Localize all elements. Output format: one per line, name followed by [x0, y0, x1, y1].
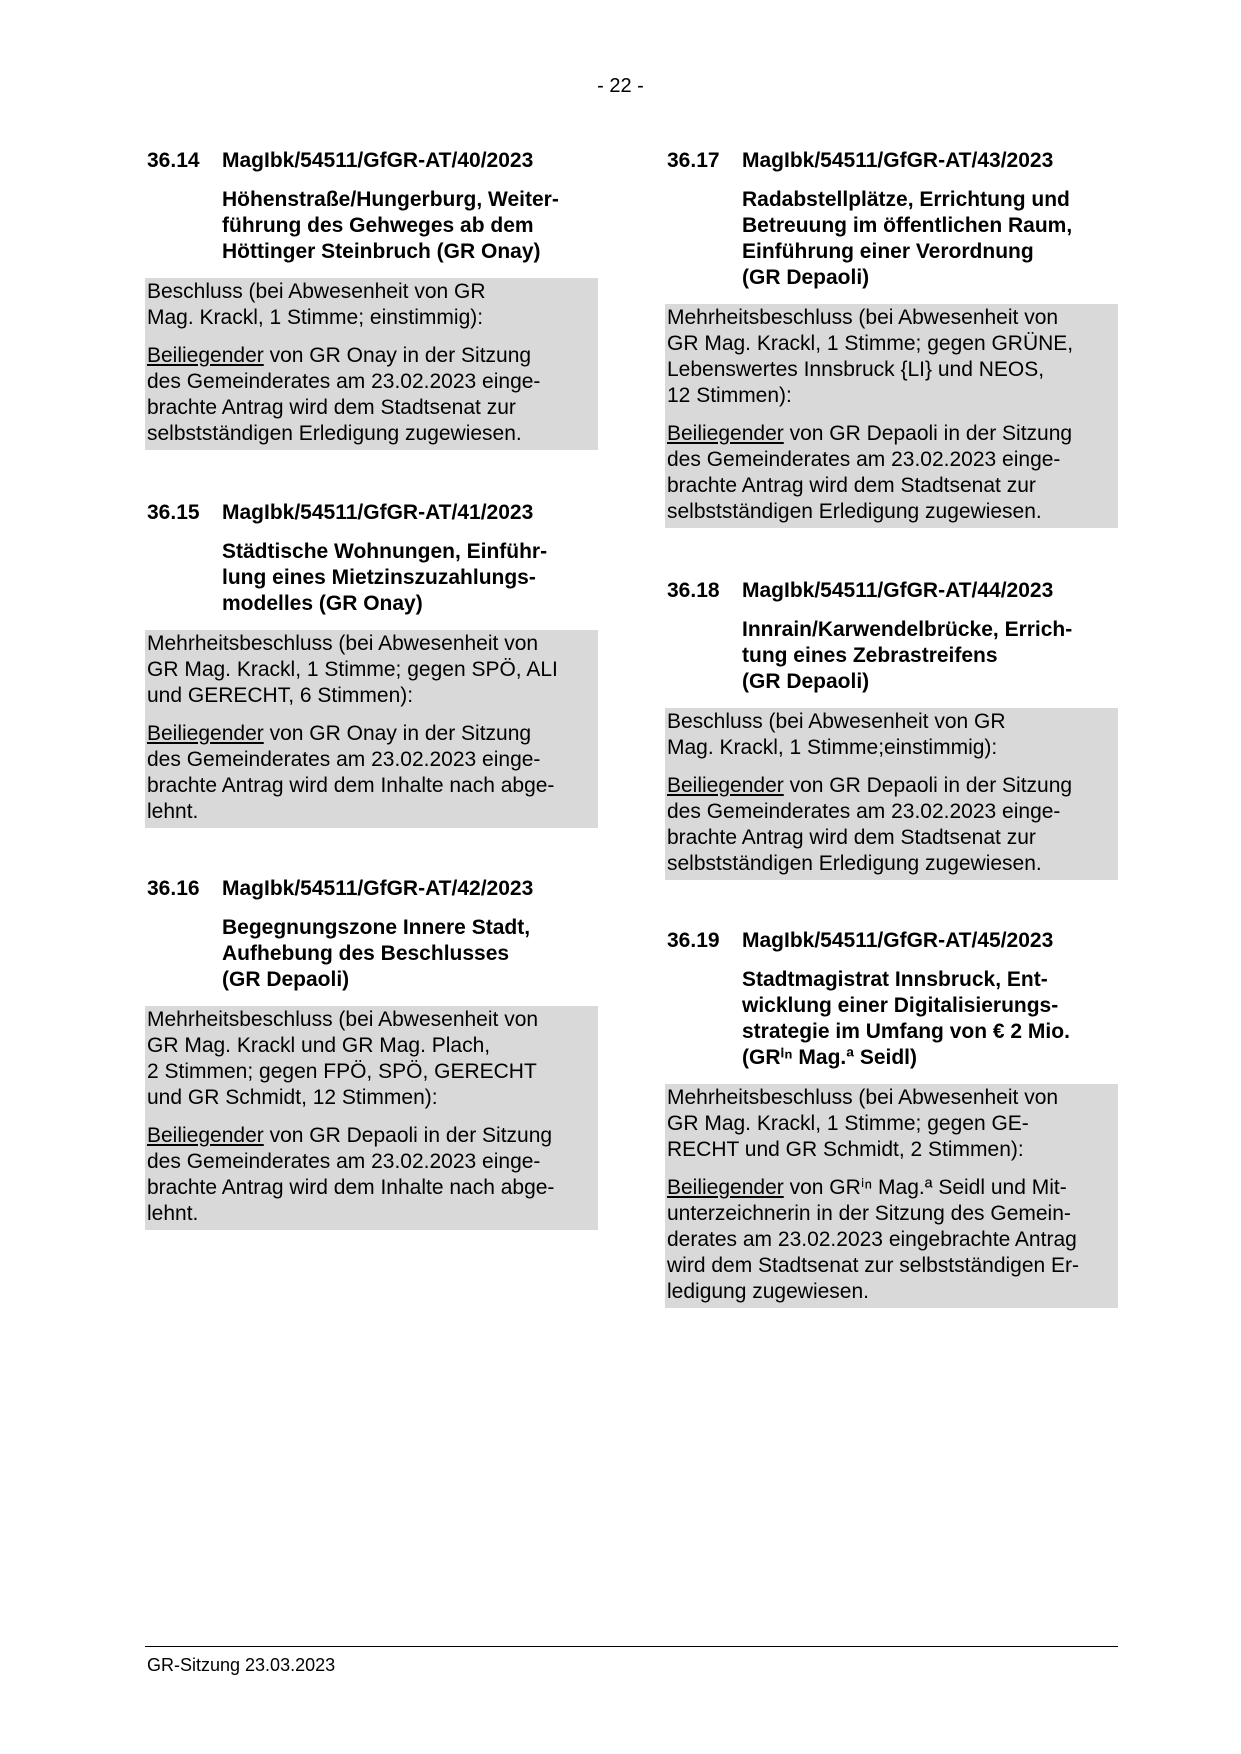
resolution-line: brachte Antrag wird dem Inhalte nach abge-: [147, 774, 555, 797]
title-line: wicklung einer Digitalisierungs-: [742, 994, 1059, 1017]
item-number: 36.18: [667, 579, 720, 602]
resolution-text: [147, 1123, 595, 1227]
title-line: Höhenstraße/Hungerburg, Weiter-: [222, 188, 559, 211]
decision-box: [145, 278, 598, 450]
resolution-text: [147, 721, 595, 825]
title-line: lung eines Mietzinszuzahlungs-: [222, 566, 536, 589]
item-reference: MagIbk/54511/GfGR-AT/45/2023: [742, 929, 1054, 952]
title-line: (GRⁱⁿ Mag.ª Seidl): [742, 1046, 918, 1069]
item-reference: MagIbk/54511/GfGR-AT/40/2023: [222, 149, 534, 172]
item-heading: [147, 876, 598, 902]
footer-divider: [145, 1646, 1118, 1647]
item-title: [742, 187, 1112, 291]
resolution-line: wird dem Stadtsenat zur selbstständigen Er-: [667, 1254, 1080, 1277]
title-line: (GR Depaoli): [222, 968, 350, 991]
agenda-item-36-19: [665, 928, 1118, 1308]
resolution-line: lehnt.: [147, 800, 199, 823]
footer-text: GR-Sitzung 23.03.2023: [147, 1655, 336, 1675]
item-number: 36.15: [147, 501, 200, 524]
title-line: (GR Depaoli): [742, 266, 870, 289]
item-heading: [147, 500, 598, 526]
title-line: Radabstellplätze, Errichtung und: [742, 188, 1070, 211]
resolution-lead-word: Beiliegender: [147, 344, 264, 367]
resolution-line: brachte Antrag wird dem Inhalte nach abge-: [147, 1176, 555, 1199]
agenda-item-36-17: [665, 148, 1118, 528]
resolution-line: [147, 1123, 595, 1149]
vote-line: 2 Stimmen; gegen FPÖ, SPÖ, GERECHT: [147, 1060, 537, 1083]
resolution-line: selbstständigen Erledigung zugewiesen.: [667, 500, 1042, 523]
vote-line: GR Mag. Krackl, 1 Stimme; gegen SPÖ, ALI: [147, 658, 558, 681]
vote-line: GR Mag. Krackl, 1 Stimme; gegen GE-: [667, 1112, 1029, 1135]
resolution-lead-word: Beiliegender: [147, 722, 264, 745]
item-reference: MagIbk/54511/GfGR-AT/42/2023: [222, 877, 534, 900]
vote-line: Mag. Krackl, 1 Stimme; einstimmig):: [147, 306, 484, 329]
vote-line: RECHT und GR Schmidt, 2 Stimmen):: [667, 1138, 1024, 1161]
resolution-line-rest: von GRⁱⁿ Mag.ª Seidl und Mit-: [783, 1176, 1067, 1199]
resolution-text: [667, 421, 1115, 525]
title-line: modelles (GR Onay): [222, 592, 423, 615]
agenda-item-36-18: [665, 578, 1118, 880]
resolution-line: [667, 773, 1115, 799]
vote-line: Mag. Krackl, 1 Stimme;einstimmig):: [667, 736, 998, 759]
vote-text: [147, 279, 595, 331]
vote-text: [667, 1085, 1115, 1163]
vote-text: [667, 709, 1115, 761]
resolution-line: des Gemeinderates am 23.02.2023 einge-: [147, 1150, 541, 1173]
resolution-line: selbstständigen Erledigung zugewiesen.: [147, 422, 522, 445]
page-number: - 22 -: [597, 75, 644, 97]
item-title: [222, 915, 592, 993]
resolution-lead-word: Beiliegender: [147, 1124, 264, 1147]
resolution-line: [147, 343, 595, 369]
resolution-text: [667, 773, 1115, 877]
title-line: Aufhebung des Beschlusses: [222, 942, 510, 965]
vote-line: GR Mag. Krackl und GR Mag. Plach,: [147, 1034, 491, 1057]
item-reference: MagIbk/54511/GfGR-AT/43/2023: [742, 149, 1054, 172]
item-title: [222, 539, 592, 617]
resolution-line: unterzeichnerin in der Sitzung des Gemein-: [667, 1202, 1071, 1225]
vote-text: [667, 305, 1115, 409]
resolution-lead-word: Beiliegender: [667, 774, 784, 797]
title-line: führung des Gehweges ab dem: [222, 214, 534, 237]
vote-line: Beschluss (bei Abwesenheit von GR: [147, 280, 486, 303]
resolution-line: des Gemeinderates am 23.02.2023 einge-: [667, 448, 1061, 471]
resolution-lead-word: Beiliegender: [667, 422, 784, 445]
agenda-item-36-14: [145, 148, 598, 450]
resolution-line: brachte Antrag wird dem Stadtsenat zur: [667, 474, 1036, 497]
resolution-line-rest: von GR Depaoli in der Sitzung: [783, 422, 1073, 445]
title-line: Städtische Wohnungen, Einführ-: [222, 540, 548, 563]
title-line: Stadtmagistrat Innsbruck, Ent-: [742, 968, 1048, 991]
resolution-line: lehnt.: [147, 1202, 199, 1225]
vote-line: Mehrheitsbeschluss (bei Abwesenheit von: [147, 1008, 539, 1031]
resolution-text: [147, 343, 595, 447]
resolution-text: [667, 1175, 1115, 1305]
decision-box: [145, 1006, 598, 1230]
agenda-item-36-15: [145, 500, 598, 828]
resolution-lead-word: Beiliegender: [667, 1176, 784, 1199]
item-title: [742, 967, 1112, 1071]
title-line: (GR Depaoli): [742, 670, 870, 693]
vote-line: und GR Schmidt, 12 Stimmen):: [147, 1086, 438, 1109]
item-number: 36.19: [667, 929, 720, 952]
title-line: strategie im Umfang von € 2 Mio.: [742, 1020, 1070, 1043]
item-heading: [147, 148, 598, 174]
resolution-line-rest: von GR Depaoli in der Sitzung: [783, 774, 1073, 797]
vote-line: GR Mag. Krackl, 1 Stimme; gegen GRÜNE,: [667, 332, 1074, 355]
resolution-line: brachte Antrag wird dem Stadtsenat zur: [147, 396, 516, 419]
vote-text: [147, 631, 595, 709]
item-number: 36.14: [147, 149, 200, 172]
decision-box: [665, 708, 1118, 880]
vote-line: Mehrheitsbeschluss (bei Abwesenheit von: [667, 1086, 1059, 1109]
decision-box: [665, 304, 1118, 528]
vote-line: Mehrheitsbeschluss (bei Abwesenheit von: [667, 306, 1059, 329]
resolution-line: ledigung zugewiesen.: [667, 1280, 869, 1303]
resolution-line: selbstständigen Erledigung zugewiesen.: [667, 852, 1042, 875]
vote-text: [147, 1007, 595, 1111]
agenda-item-36-16: [145, 876, 598, 1230]
resolution-line-rest: von GR Onay in der Sitzung: [263, 722, 532, 745]
item-heading: [667, 578, 1118, 604]
title-line: Höttinger Steinbruch (GR Onay): [222, 240, 541, 263]
item-heading: [667, 928, 1118, 954]
resolution-line: [667, 1175, 1115, 1201]
title-line: Betreuung im öffentlichen Raum,: [742, 214, 1073, 237]
resolution-line: derates am 23.02.2023 eingebrachte Antrag: [667, 1228, 1077, 1251]
item-title: [222, 187, 592, 265]
resolution-line-rest: von GR Depaoli in der Sitzung: [263, 1124, 553, 1147]
vote-line: Beschluss (bei Abwesenheit von GR: [667, 710, 1006, 733]
decision-box: [665, 1084, 1118, 1308]
title-line: Einführung einer Verordnung: [742, 240, 1034, 263]
vote-line: und GERECHT, 6 Stimmen):: [147, 684, 414, 707]
title-line: Innrain/Karwendelbrücke, Errich-: [742, 618, 1073, 641]
item-title: [742, 617, 1112, 695]
vote-line: Lebenswertes Innsbruck {LI} und NEOS,: [667, 358, 1045, 381]
vote-line: 12 Stimmen):: [667, 384, 792, 407]
vote-line: Mehrheitsbeschluss (bei Abwesenheit von: [147, 632, 539, 655]
item-heading: [667, 148, 1118, 174]
resolution-line-rest: von GR Onay in der Sitzung: [263, 344, 532, 367]
item-reference: MagIbk/54511/GfGR-AT/44/2023: [742, 579, 1054, 602]
title-line: Begegnungszone Innere Stadt,: [222, 916, 531, 939]
resolution-line: [147, 721, 595, 747]
item-number: 36.17: [667, 149, 720, 172]
decision-box: [145, 630, 598, 828]
item-number: 36.16: [147, 877, 200, 900]
resolution-line: des Gemeinderates am 23.02.2023 einge-: [147, 370, 541, 393]
title-line: tung eines Zebrastreifens: [742, 644, 998, 667]
resolution-line: brachte Antrag wird dem Stadtsenat zur: [667, 826, 1036, 849]
item-reference: MagIbk/54511/GfGR-AT/41/2023: [222, 501, 534, 524]
resolution-line: des Gemeinderates am 23.02.2023 einge-: [147, 748, 541, 771]
resolution-line: [667, 421, 1115, 447]
resolution-line: des Gemeinderates am 23.02.2023 einge-: [667, 800, 1061, 823]
